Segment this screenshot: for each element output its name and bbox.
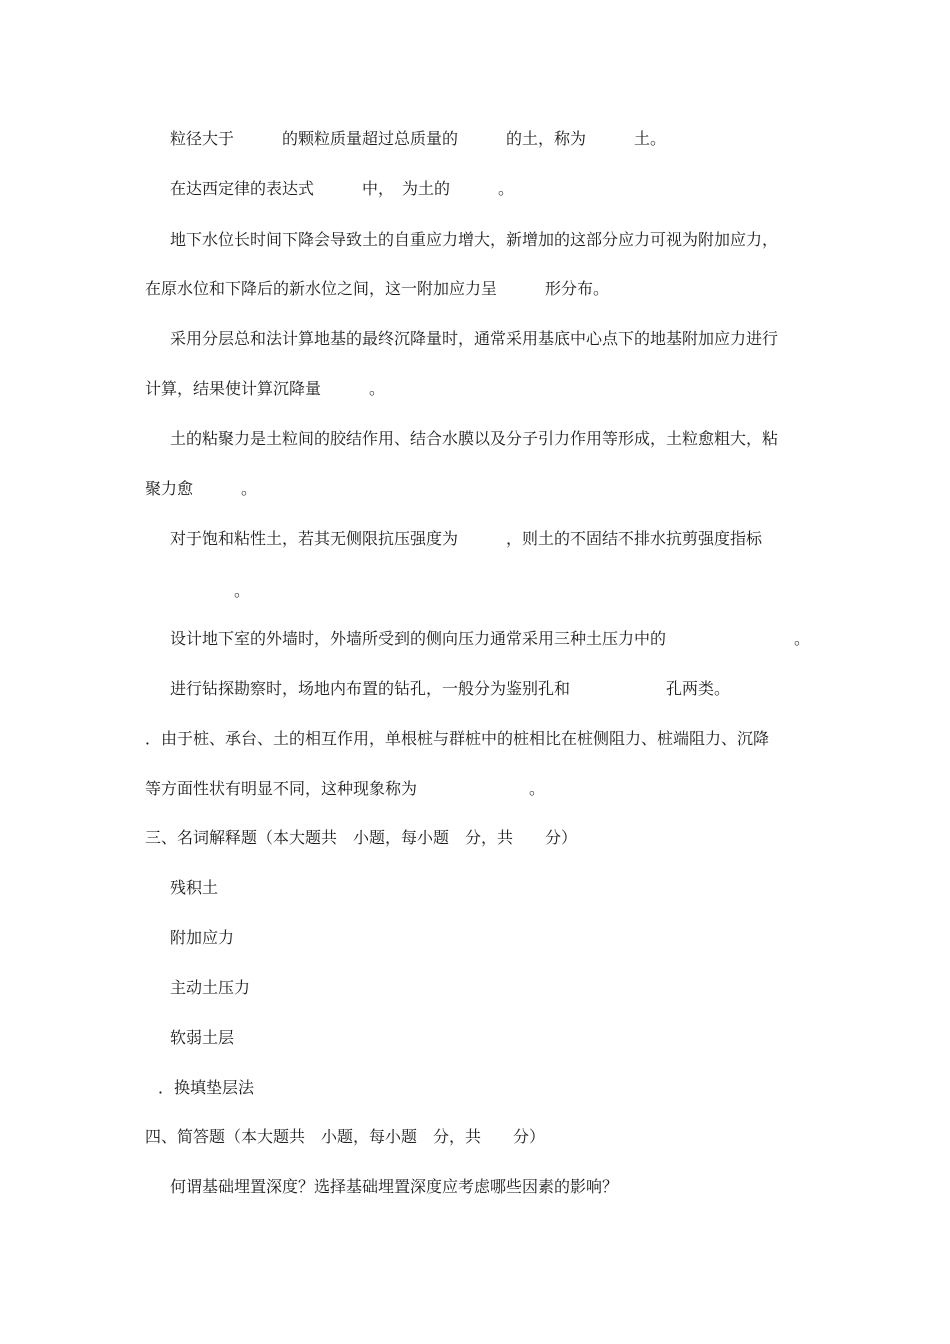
text-line: 聚力愈 。 xyxy=(145,479,258,498)
text-line: 计算，结果使计算沉降量 。 xyxy=(145,379,386,398)
text-line: 。 xyxy=(170,581,251,600)
question-item: 何谓基础埋置深度？选择基础埋置深度应考虑哪些因素的影响？ xyxy=(170,1177,619,1196)
text-line: 设计地下室的外墙时，外墙所受到的侧向压力通常采用三种土压力中的 。 xyxy=(170,629,811,648)
section-heading: 三、名词解释题（本大题共 小题，每小题 分，共 分） xyxy=(145,828,578,847)
section-heading: 四、简答题（本大题共 小题，每小题 分，共 分） xyxy=(145,1127,546,1146)
term-item: ．换填垫层法 xyxy=(158,1078,255,1097)
text-line: 粒径大于 的颗粒质量超过总质量的 的土，称为 土。 xyxy=(170,129,667,148)
text-line: 进行钻探勘察时，场地内布置的钻孔，一般分为鉴别孔和 孔两类。 xyxy=(170,679,731,698)
text-line: 等方面性状有明显不同，这种现象称为 。 xyxy=(145,779,546,798)
term-item: 残积土 xyxy=(170,878,219,897)
text-line: 对于饱和粘性土，若其无侧限抗压强度为 ，则土的不固结不排水抗剪强度指标 xyxy=(170,529,763,548)
text-line: 地下水位长时间下降会导致土的自重应力增大，新增加的这部分应力可视为附加应力， xyxy=(170,230,779,249)
term-item: 主动土压力 xyxy=(170,978,251,997)
text-line: ．由于桩、承台、土的相互作用，单根桩与群桩中的桩相比在桩侧阻力、桩端阻力、沉降 xyxy=(145,729,770,748)
text-line: 土的粘聚力是土粒间的胶结作用、结合水膜以及分子引力作用等形成，土粒愈粗大，粘 xyxy=(170,429,779,448)
text-line: 在达西定律的表达式 中， 为土的 。 xyxy=(170,179,515,198)
term-item: 附加应力 xyxy=(170,928,235,947)
term-item: 软弱土层 xyxy=(170,1028,235,1047)
text-line: 采用分层总和法计算地基的最终沉降量时，通常采用基底中心点下的地基附加应力进行 xyxy=(170,329,779,348)
text-line: 在原水位和下降后的新水位之间，这一附加应力呈 形分布。 xyxy=(145,279,610,298)
